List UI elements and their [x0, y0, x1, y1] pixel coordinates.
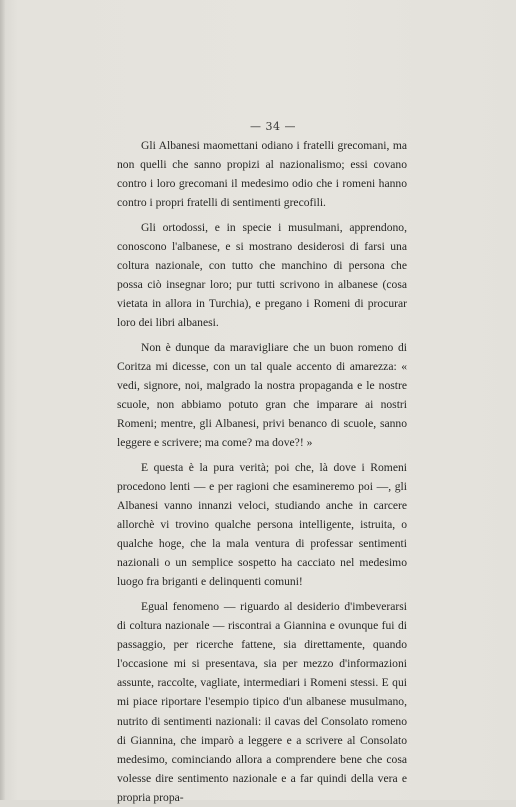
paragraph-2: Gli ortodossi, e in specie i musulmani, apprendono, conoscono l'albanese, e si mostrano desiderosi di farsi una coltura nazionale, con tutto che manchino di persona che possa ciò insegnar loro; pur tutti scrivono in albanese (cosa vietata in allora in Turchia), e pregano i Romeni di procurar loro dei libri albanesi. — [117, 220, 407, 330]
paragraph-3: Non è dunque da maravigliare che un buon romeno di Coritza mi dicesse, con un tal quale accento di amarezza: « vedi, signore, noi, malgrado la nostra propaganda e le nostre scuole, non abbiamo potuto gran che imparare ai nostri Romeni; mentre, gli Albanesi, privi benanco di scuole, sanno leggere e scrivere; ma come? ma dove?! » — [117, 340, 407, 450]
paragraph-5: Egual fenomeno — riguardo al desiderio d'imbeverarsi di coltura nazionale — riscontrai a Giannina e ovunque fui di passaggio, per ricerche fattene, sia direttamente, quando l'occasione mi si presentava, sia per mezzo d'informazioni assunte, raccolte, vagliate, intermediari i Romeni stessi. E qui mi piace riportare l'esempio tipico d'un albanese musulmano, nutrito di sentimenti nazionali: il cavas del Consolato romeno di Giannina, che imparò a leggere e a scrivere al Consolato medesimo, cominciando allora a comprendere bene che cosa volesse dire sentimento nazionale e a far quindi della vera e propria propa- — [117, 599, 407, 805]
paragraph-4: E questa è la pura verità; poi che, là dove i Romeni procedono lenti — e per ragioni che esamineremo poi —, gli Albanesi vanno innanzi veloci, studiando anche in carcere allorchè vi trovino qualche persona intelligente, istruita, o qualche hoge, che la mala ventura di professar sentimenti nazionali o un semplice sospetto ha cacciato nel medesimo luogo fra briganti e delinquenti comuni! — [117, 460, 407, 589]
paragraph-1: Gli Albanesi maomettani odiano i fratelli grecomani, ma non quelli che sanno propizi al nazionalismo; essi covano contro i loro grecomani il medesimo odio che i romeni hanno contro i propri fratelli di sentimenti grecofili. — [117, 139, 407, 210]
body-text — [117, 136, 407, 807]
page-number: — 34 — — [250, 120, 296, 133]
